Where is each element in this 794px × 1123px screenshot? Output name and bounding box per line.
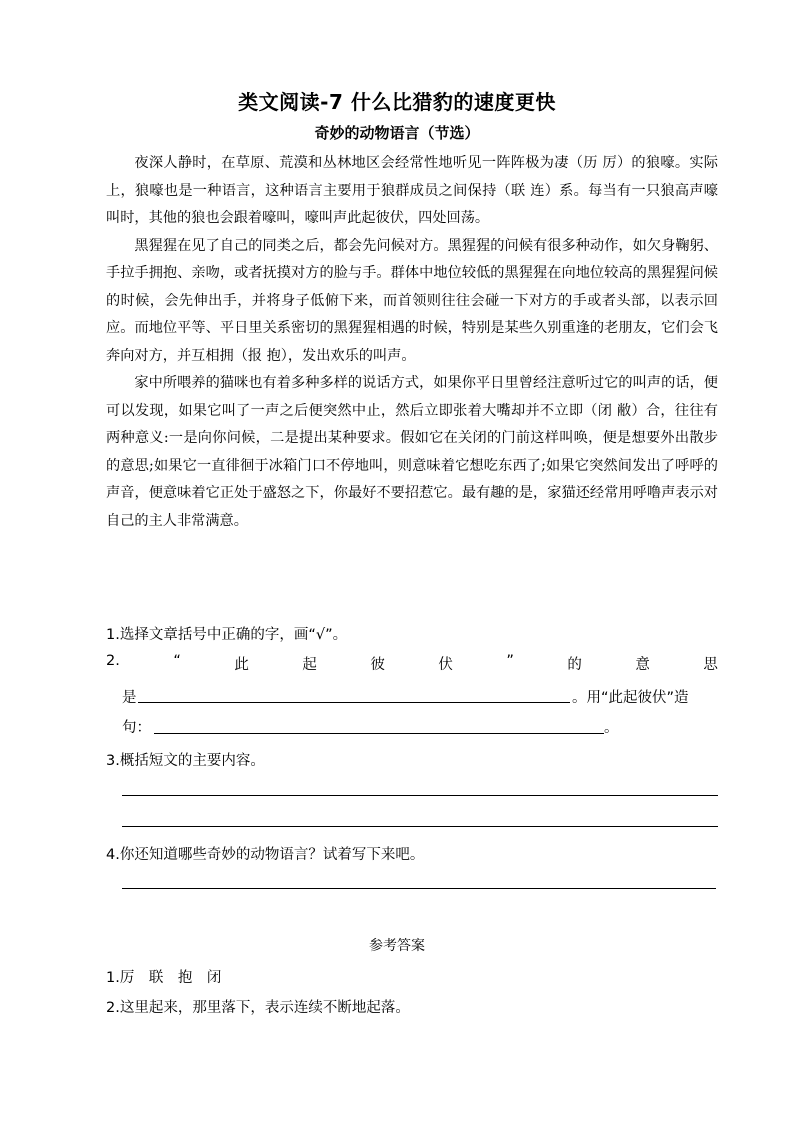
q2-answer-blank-sentence[interactable]	[154, 733, 604, 734]
answer-1: 1.厉 联 抱 闭	[106, 970, 222, 986]
q2-token: 起	[302, 657, 317, 673]
q2-token: 此	[234, 657, 249, 673]
q2-line-2-start: 是	[122, 690, 137, 706]
q2-token: 思	[703, 657, 718, 673]
answer-2: 2.这里起来，那里落下，表示连续不断地起落。	[106, 1000, 410, 1016]
question-2-line-1	[106, 653, 718, 674]
q3-answer-line-1[interactable]	[122, 795, 718, 796]
q2-answer-blank-meaning[interactable]	[138, 702, 570, 703]
question-4: 4.你还知道哪些奇妙的动物语言？试着写下来吧。	[106, 847, 425, 863]
q2-line-3-end: 。	[604, 720, 619, 736]
q2-token: ”	[506, 653, 514, 669]
q2-token: 的	[567, 657, 582, 673]
q2-token: “	[173, 653, 181, 669]
q2-token: 伏	[438, 657, 453, 673]
question-1: 1.选择文章括号中正确的字，画“√”。	[106, 627, 348, 643]
paragraph-chimpanzee: 黑猩猩在见了自己的同类之后，都会先问候对方。黑猩猩的问候有很多种动作，如欠身鞠躬、手拉手拥抱、亲吻，或者抚摸对方的脸与手。群体中地位较低的黑猩猩在向地位较高的黑猩猩问候的时候，会先伸出手，并将身子低俯下来，而首领则往往会碰一下对方的手或者头部，以表示回应。而地位平等、平日里关系密切的黑猩猩相遇的时候，特别是某些久别重逢的老朋友，它们会飞奔向对方，并互相拥（报 抱），发出欢乐的叫声。	[106, 237, 718, 364]
q2-token: 2.	[106, 653, 120, 669]
question-3: 3.概括短文的主要内容。	[106, 753, 265, 769]
q2-token: 彼	[370, 657, 385, 673]
q2-line-3-start: 句：	[122, 720, 151, 736]
paragraph-wolf: 夜深人静时，在草原、荒漠和丛林地区会经常性地听见一阵阵极为凄（历 厉）的狼嚎。实际上，狼嚎也是一种语言，这种语言主要用于狼群成员之间保持（联 连）系。每当有一只狼高声嚎叫时，其他的狼也会跟着嚎叫，嚎叫声此起彼伏，四处回荡。	[106, 155, 718, 226]
paragraph-cat: 家中所喂养的猫咪也有着多种多样的说话方式，如果你平日里曾经注意听过它的叫声的话，便可以发现，如果它叫了一声之后便突然中止，然后立即张着大嘴却并不立即（闭 敝）合，往往有两种意义:一是向你问候，二是提出某种要求。假如它在关闭的门前这样叫唤，便是想要外出散步的意思;如果它一直徘徊于冰箱门口不停地叫，则意味着它想吃东西了;如果它突然间发出了呼呼的声音，便意味着它正处于盛怒之下，你最好不要招惹它。最有趣的是，家猫还经常用呼噜声表示对自己的主人非常满意。	[106, 375, 718, 529]
passage-title: 奇妙的动物语言（节选）	[314, 124, 480, 142]
reading-passage	[106, 150, 718, 535]
answer-key-title: 参考答案	[369, 938, 425, 954]
q2-token: 意	[635, 657, 650, 673]
q2-line-2-end: 。用“此起彼伏”造	[572, 690, 689, 706]
q4-answer-line[interactable]	[122, 888, 716, 889]
page-title: 类文阅读-7 什么比猎豹的速度更快	[238, 90, 556, 114]
q3-answer-line-2[interactable]	[122, 826, 718, 827]
